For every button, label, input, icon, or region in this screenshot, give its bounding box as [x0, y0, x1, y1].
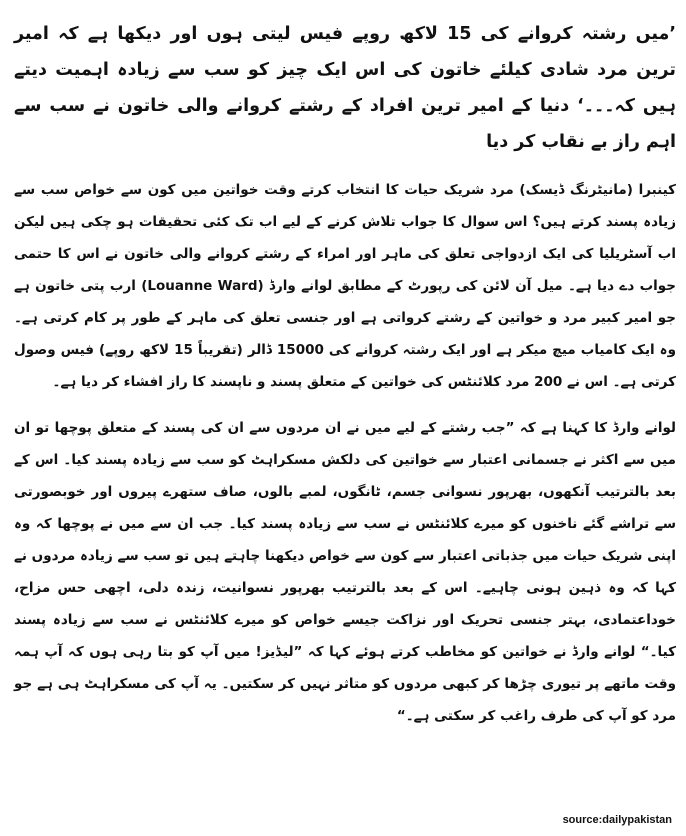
article: [14, 16, 676, 732]
article-paragraph-2: لوانے وارڈ کا کہنا ہے کہ ”جب رشتے کے لیے میں نے ان مردوں سے ان کی پسند کے متعلق پوچھا تو ان میں سے اکثر نے جسمانی اعتبار سے خواتین کی دلکش مسکراہٹ کو سب سے زیادہ پسند کیا۔ اس کے بعد بالترتیب آنکھوں، بھرپور نسوانی جسم، ٹانگوں، لمبے بالوں، صاف ستھرے پیروں اور خوبصورتی سے تراشے گئے ناخنوں کو میرے کلائنٹس نے سب سے زیادہ پسند کیا۔ جب ان سے میں نے پوچھا کہ وہ اپنی شریک حیات میں جذباتی اعتبار سے کون سے خواص دیکھنا چاہتے ہیں تو سب سے زیادہ مردوں نے کہا کہ وہ ذہین ہونی چاہیے۔ اس کے بعد بالترتیب بھرپور نسوانیت، زندہ دلی، اچھی حس مزاح، خوداعتمادی، بہتر جنسی تحریک اور نزاکت جیسے خواص کو میرے کلائنٹس نے سب سے زیادہ پسند کیا۔“ لوانے وارڈ نے خواتین کو مخاطب کرتے ہوئے کہا کہ ”لیڈیز! میں آپ کو بتا رہی ہوں کہ آپ ہمہ وقت ماتھے پر تیوری چڑھا کر کبھی مردوں کو متاثر نہیں کر سکتیں۔ یہ آپ کی مسکراہٹ ہی ہے جو مرد کو آپ کی طرف راغب کر سکتی ہے۔“: [14, 420, 676, 724]
source-credit: source:dailypakistan: [562, 814, 672, 826]
article-lead: ’میں رشتہ کروانے کی 15 لاکھ روپے فیس لیتی ہوں اور دیکھا ہے کہ امیر ترین مرد شادی کیلئے خاتون کی اس ایک چیز کو سب سے زیادہ اہمیت دیتے ہیں کہ۔۔۔‘ دنیا کے امیر ترین افراد کے رشتے کروانے والی خاتون نے سب سے اہم راز بے نقاب کر دیا: [14, 24, 676, 152]
paragraph-gap: [14, 398, 676, 412]
paragraph-gap: [14, 160, 676, 174]
article-paragraph-1: کینبرا (مانیٹرنگ ڈیسک) مرد شریک حیات کا انتخاب کرتے وقت خواتین میں کون سے خواص سب سے زیادہ پسند کرتے ہیں؟ اس سوال کا جواب تلاش کرنے کے لیے اب تک کئی تحقیقات ہو چکی ہیں لیکن اب آسٹریلیا کی ایک ازدواجی تعلق کی ماہر اور امراء کے رشتے کروانے والی خاتون نے اس کا حتمی جواب دے دیا ہے۔ میل آن لائن کی رپورٹ کے مطابق لوانے وارڈ (Louanne Ward) ارب پتی خاتون ہے جو امیر کبیر مرد و خواتین کے رشتے کرواتی ہے اور جنسی تعلق کی ماہر کے طور پر کام کرتی ہے۔ وہ ایک کامیاب میچ میکر ہے اور ایک رشتہ کروانے کی 15000 ڈالر (تقریباً 15 لاکھ روپے) فیس وصول کرتی ہے۔ اس نے 200 مرد کلائنٹس کی خواتین کے متعلق پسند و ناپسند کا راز افشاء کر دیا ہے۔: [14, 182, 676, 390]
